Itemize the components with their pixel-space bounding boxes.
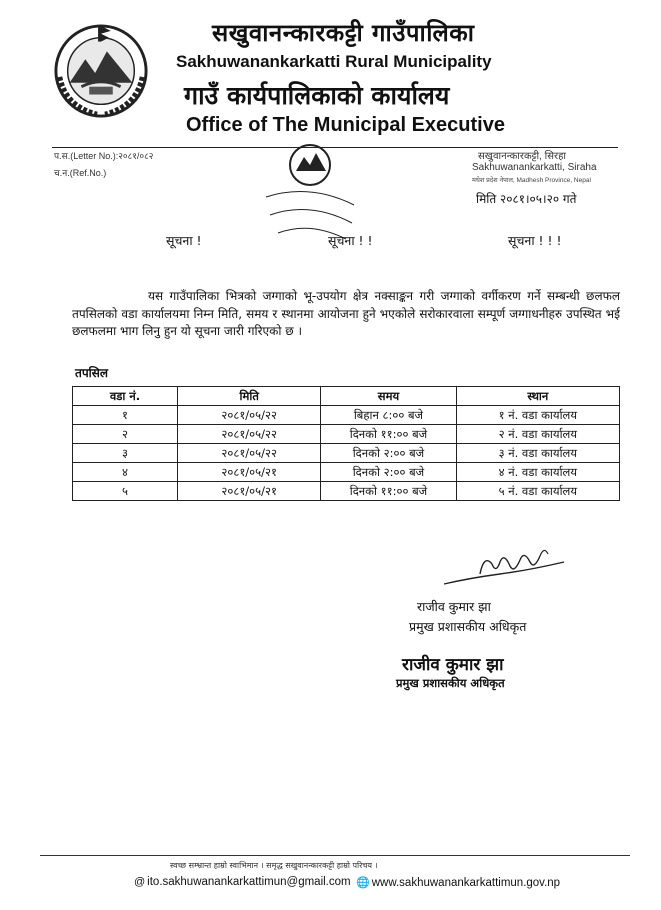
reference-number: च.न.(Ref.No.) [54,168,107,178]
footer-email [134,876,351,888]
schedule-title: तपसिल [75,366,109,380]
website-text: www.sakhuwanankarkattimun.gov.np [371,877,561,889]
cell-time: दिनको २:०० बजे [321,444,456,463]
notice-body: यस गाउँपालिका भित्रको जग्गाको भू-उपयोग क्षेत्र नक्साङ्कन गरी जग्गाको वर्गीकरण गर्ने सम्बन्धी छलफल तपसिलको वडा कार्यालयमा निम्न मिति, समय र स्थानमा आयोजना हुने भएकोले सरोकारवाला सम्पूर्ण जग्गाधनीहरु उपस्थित भई छलफलमा भाग लिनु हुन यो सूचना जारी गरिएको छ । [72,289,620,338]
title-stamp: प्रमुख प्रशासकीय अधिकृत [396,676,505,690]
schedule-table [72,386,620,501]
notice-heading-right: सूचना ! ! ! [508,233,562,248]
footer-motto: स्वच्छ सम्भ्रान्त हाम्रो स्वाभिमान । समृद्ध सखुवानन्कारकट्टी हाम्रो परिचय । [170,861,378,870]
footer-website [356,876,560,889]
cell-venue: २ नं. वडा कार्यालय [456,425,619,444]
email-text: ito.sakhuwanankarkattimun@gmail.com [147,876,351,888]
cell-date: २०८१/०५/२२ [178,444,321,463]
signatory-title: प्रमुख प्रशासकीय अधिकृत [409,619,527,634]
signatory-name: राजीव कुमार झा [417,599,491,614]
cell-time: दिनको ११:०० बजे [321,425,456,444]
table-row [73,444,620,463]
header-ward-no: वडा नं. [73,387,178,406]
table-row [73,406,620,425]
cell-time: बिहान ८:०० बजे [321,406,456,425]
office-name-english: Office of The Municipal Executive [186,114,505,136]
cell-venue: ५ नं. वडा कार्यालय [456,482,619,501]
cell-date: २०८१/०५/२२ [178,406,321,425]
municipality-emblem-logo [52,22,150,120]
cell-venue: ४ नं. वडा कार्यालय [456,463,619,482]
handwritten-signature [440,544,570,594]
cell-ward-no: ५ [73,482,178,501]
cell-ward-no: १ [73,406,178,425]
cell-time: दिनको २:०० बजे [321,463,456,482]
globe-icon: 🌐 [356,877,370,889]
cell-time: दिनको ११:०० बजे [321,482,456,501]
cell-venue: ३ नं. वडा कार्यालय [456,444,619,463]
municipality-name-nepali: सखुवानन्कारकट्टी गाउँपालिका [212,19,475,47]
notice-heading-left: सूचना ! [166,233,202,248]
cell-date: २०८१/०५/२२ [178,425,321,444]
cell-venue: १ नं. वडा कार्यालय [456,406,619,425]
cell-date: २०८१/०५/२१ [178,463,321,482]
letter-number: प.स.(Letter No.):२०८१/०८२ [54,151,154,161]
table-row [73,463,620,482]
cell-date: २०८१/०५/२१ [178,482,321,501]
header-venue: स्थान [456,387,619,406]
cell-ward-no: २ [73,425,178,444]
table-header-row [73,387,620,406]
table-row [73,425,620,444]
cell-ward-no: ४ [73,463,178,482]
address-province: मधेश प्रदेश नेपाल, Madhesh Province, Nepal [472,177,591,184]
table-row [73,482,620,501]
office-name-nepali: गाउँ कार्यपालिकाको कार्यालय [184,81,450,110]
name-stamp: राजीव कुमार झा [402,655,504,675]
address-nepali: सखुवानन्कारकट्टी, सिरहा [478,151,567,162]
at-icon: @ [134,876,146,888]
header-date: मिति [178,387,321,406]
municipality-name-english: Sakhuwanankarkatti Rural Municipality [176,52,492,71]
notice-heading-middle: सूचना ! ! [328,233,373,248]
footer-divider [40,855,630,856]
address-english: Sakhuwanankarkatti, Siraha [472,162,597,173]
issue-date: मिति २०८१।०५।२० गते [476,192,577,206]
cell-ward-no: ३ [73,444,178,463]
header-time: समय [321,387,456,406]
